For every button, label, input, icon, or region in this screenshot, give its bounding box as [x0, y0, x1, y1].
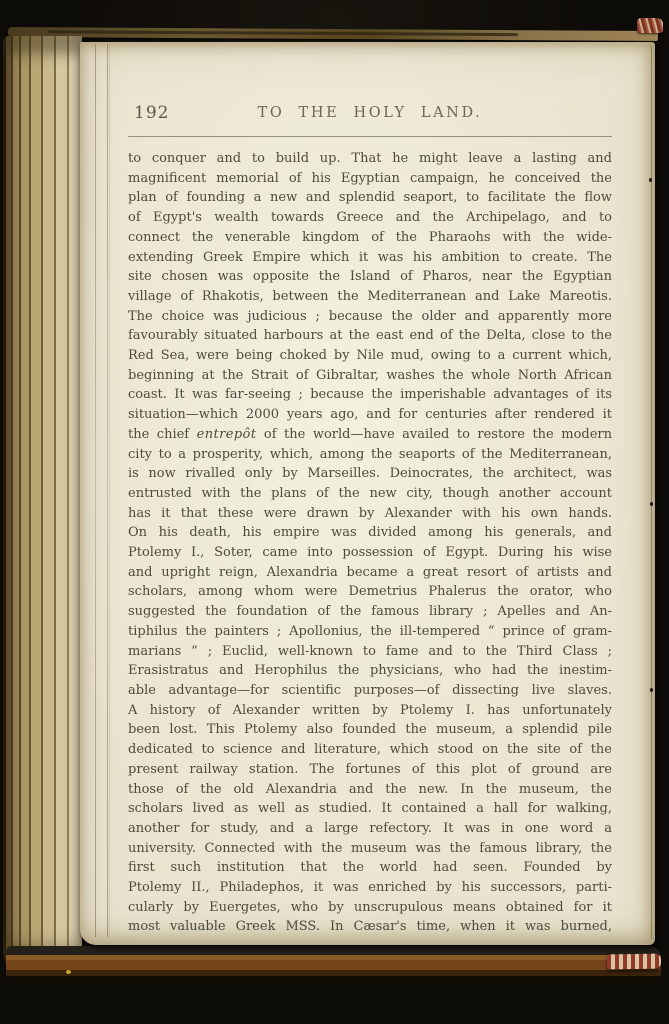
running-head: TO THE HOLY LAND. — [257, 105, 483, 121]
text-line: cularly by Euergetes, who by unscrupulous means obtained for it — [128, 899, 612, 915]
text-line: beginning at the Strait of Gibraltar, washes the whole North African — [128, 367, 612, 383]
paper-speck — [650, 688, 653, 692]
text-line: city to a prosperity, which, among the seaports of the Mediterranean, — [128, 446, 612, 462]
text-line: site chosen was opposite the Island of Pharos, near the Egyptian — [128, 269, 612, 285]
book-page — [80, 42, 655, 945]
header-rule — [128, 136, 612, 137]
text-line: On his death, his empire was divided among his generals, and — [128, 525, 612, 541]
under-page-edge — [95, 44, 96, 937]
text-line: connect the venerable kingdom of the Pharaohs with the wide- — [128, 229, 612, 245]
text-line: marians ” ; Euclid, well-known to fame and to the Third Class ; — [128, 643, 612, 659]
text-line: has it that these were drawn by Alexander with his own hands. — [128, 505, 612, 521]
book-cover-bottom-edge — [6, 946, 661, 982]
text-line: plan of founding a new and splendid seaport, to facilitate the flow — [128, 190, 612, 206]
text-line: scholars lived as well as studied. It contained a hall for walking, — [128, 801, 612, 817]
text-line: situation—which 2000 years ago, and for centuries after rendered it — [128, 407, 612, 423]
text-line: A history of Alexander written by Ptolemy I. has unfortunately — [128, 702, 612, 718]
text-line: university. Connected with the museum was the famous library, the — [128, 840, 612, 856]
text-line: Erasistratus and Herophilus the physicians, who had the inestim- — [128, 663, 612, 679]
text-line: The choice was judicious ; because the older and apparently more — [128, 308, 612, 324]
gilt-speck — [66, 970, 71, 974]
page-text — [128, 149, 612, 937]
text-line: Ptolemy II., Philadephos, it was enriched by his successors, parti- — [128, 880, 612, 896]
text-line: Ptolemy I., Soter, came into possession of Egypt. During his wise — [128, 545, 612, 561]
text-line: another for study, and a large refectory. It was in one word a — [128, 820, 612, 836]
book-cover-top-edge — [8, 27, 658, 41]
book-pages-edge-left — [3, 36, 82, 974]
text-line: suggested the foundation of the famous library ; Apelles and An- — [128, 604, 612, 620]
page-number: 192 — [134, 103, 170, 123]
text-line: dedicated to science and literature, which stood on the site of the — [128, 742, 612, 758]
text-line: favourably situated harbours at the east end of the Delta, close to the — [128, 328, 612, 344]
text-line: those of the old Alexandria and the new. In the museum, the — [128, 781, 612, 797]
text-line: to conquer and to build up. That he might leave a lasting and — [128, 151, 612, 166]
text-line: been lost. This Ptolemy also founded the museum, a splendid pile — [128, 722, 612, 738]
headband-bottom — [607, 954, 661, 970]
text-line: tiphilus the painters ; Apollonius, the ill-tempered “ prince of gram- — [128, 623, 612, 639]
text-line: entrusted with the plans of the new city, though another account — [128, 485, 612, 501]
text-line: present railway station. The fortunes of this plot of ground are — [128, 761, 612, 777]
text-line: scholars, among whom were Demetrius Phalerus the orator, who — [128, 584, 612, 600]
text-line: the chief entrepôt of the world—have availed to restore the modern — [128, 426, 612, 442]
page-header — [128, 103, 612, 125]
under-page-edge — [107, 44, 108, 937]
text-line: and upright reign, Alexandria became a great resort of artists and — [128, 564, 612, 580]
text-line: Red Sea, were being choked by Nile mud, owing to a current which, — [128, 348, 612, 364]
text-line: magnificent memorial of his Egyptian campaign, he conceived the — [128, 170, 612, 186]
paper-speck — [649, 178, 652, 182]
text-line: first such institution that the world had seen. Founded by — [128, 860, 612, 876]
text-line: coast. It was far-seeing ; because the imperishable advantages of its — [128, 387, 612, 403]
headband-top — [637, 18, 663, 33]
text-line: extending Greek Empire which it was his ambition to create. The — [128, 249, 612, 265]
text-line: is now rivalled only by Marseilles. Deinocrates, the architect, was — [128, 466, 612, 482]
text-line: village of Rhakotis, between the Mediterranean and Lake Mareotis. — [128, 288, 612, 304]
text-line: able advantage—for scientific purposes—of dissecting live slaves. — [128, 682, 612, 698]
text-line: most valuable Greek MSS. In Cæsar's time, when it was burned, — [128, 919, 612, 935]
paper-speck — [650, 502, 653, 506]
text-line: of Egypt's wealth towards Greece and the Archipelago, and to — [128, 210, 612, 226]
